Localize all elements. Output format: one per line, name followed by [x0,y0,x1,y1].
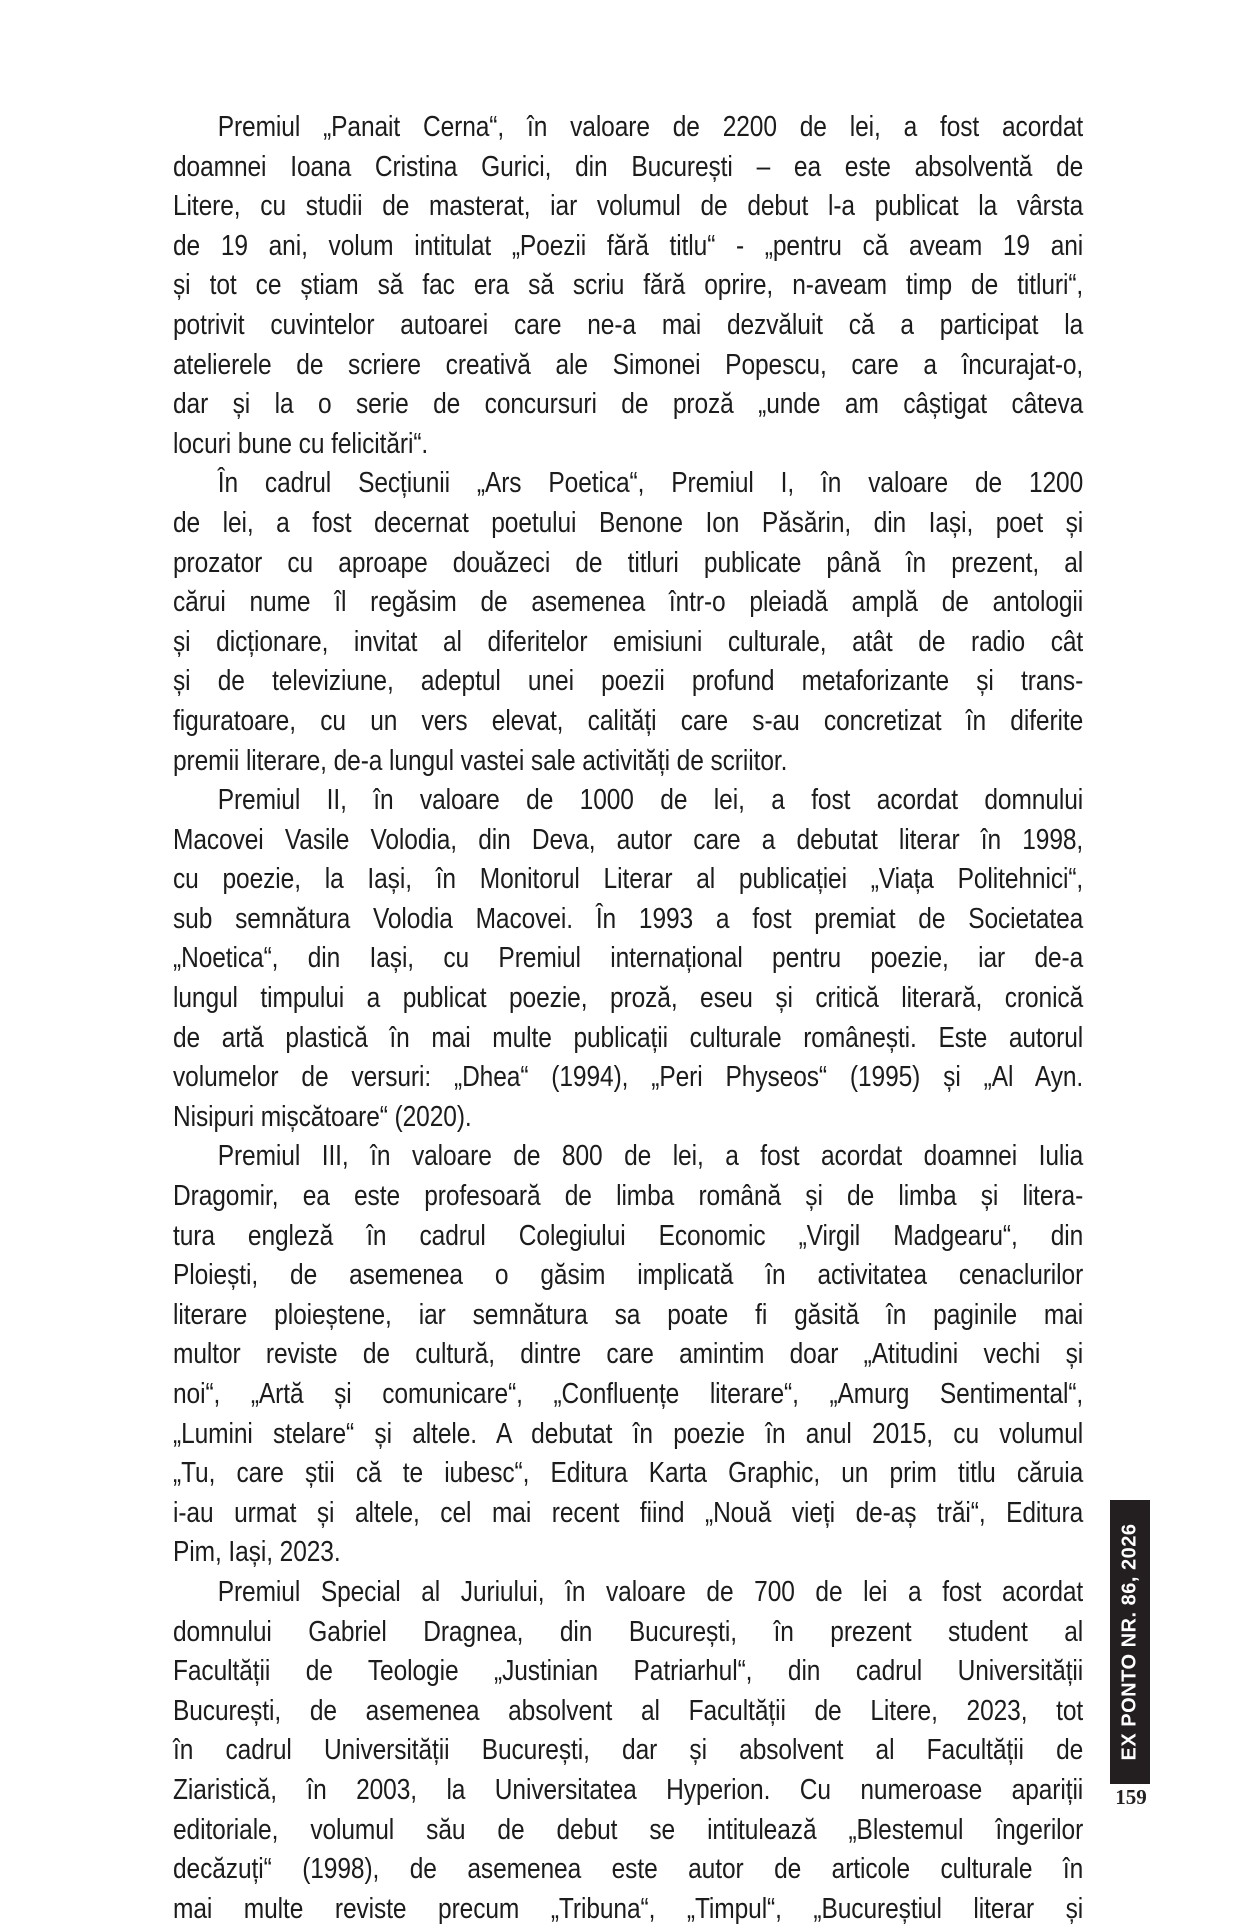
journal-issue-label: EX PONTO NR. 86, 2026 [1118,1523,1141,1761]
paragraph [173,1573,1083,1929]
text-line: tura engleză în cadrul Colegiului Economic „Virgil Madgearu“, din [173,1219,1084,1252]
text-line: Premiul II, în valoare de 1000 de lei, a fost acordat domnului [217,784,1084,817]
text-line: Ziaristică, în 2003, la Universitatea Hyperion. Cu numeroase apariții [173,1773,1084,1806]
text-line: doamnei Ioana Cristina Gurici, din București – ea este absolventă de [173,150,1084,183]
text-line: mai multe reviste precum „Tribuna“, „Timpul“, „Bucureștiul literar și [173,1892,1084,1925]
text-line: editoriale, volumul său de debut se intitulează „Blestemul îngerilor [173,1813,1084,1846]
text-line: „Noetica“, din Iași, cu Premiul internațional pentru poezie, iar de-a [173,942,1084,975]
text-line: domnului Gabriel Dragnea, din București, în prezent student al [173,1615,1084,1648]
text-line: de lei, a fost decernat poetului Benone Ion Păsărin, din Iași, poet și [173,506,1084,539]
text-line: literare ploieștene, iar semnătura sa poate fi găsită în paginile mai [173,1298,1084,1331]
text-line: București, de asemenea absolvent al Facultății de Litere, 2023, tot [173,1694,1084,1727]
text-line: Dragomir, ea este profesoară de limba română și de limba și litera- [173,1180,1084,1213]
text-line: volumelor de versuri: „Dhea“ (1994), „Peri Physeos“ (1995) și „Al Ayn. [173,1061,1084,1094]
text-line: atelierele de scriere creativă ale Simonei Popescu, care a încurajat-o, [173,348,1084,381]
text-line: Litere, cu studii de masterat, iar volumul de debut l-a publicat la vârsta [173,190,1084,223]
text-line: și de televiziune, adeptul unei poezii profund metaforizante și trans- [173,665,1084,698]
text-line: premii literare, de-a lungul vastei sale activități de scriitor. [173,744,788,777]
text-line: cărui nume îl regăsim de asemenea într-o pleiadă amplă de antologii [173,586,1084,619]
text-line: „Tu, care știi că te iubesc“, Editura Karta Graphic, un prim titlu căruia [173,1457,1084,1490]
text-line: noi“, „Artă și comunicare“, „Confluențe literare“, „Amurg Sentimental“, [173,1378,1084,1410]
text-line: Ploiești, de asemenea o găsim implicată în activitatea cenaclurilor [173,1259,1084,1292]
journal-issue-tab [1110,1500,1150,1784]
text-line: multor reviste de cultură, dintre care amintim doar „Atitudini vechi și [173,1338,1084,1371]
text-line: Premiul Special al Juriului, în valoare de 700 de lei a fost acordat [217,1575,1084,1608]
text-line: Premiul III, în valoare de 800 de lei, a fost acordat doamnei Iulia [217,1140,1084,1173]
text-line: locuri bune cu felicitări“. [173,427,429,460]
article-body [173,108,1083,1929]
paragraph [173,781,1083,1137]
text-line: figuratoare, cu un vers elevat, calități care s-au concretizat în diferite [173,704,1084,737]
text-line: și tot ce știam să fac era să scriu fără oprire, n-aveam timp de titluri“, [173,269,1084,302]
text-line: Nisipuri mișcătoare“ (2020). [173,1100,472,1133]
text-line: dar și la o serie de concursuri de proză „unde am câștigat câteva [173,388,1084,421]
text-line: de 19 ani, volum intitulat „Poezii fără titlu“ - „pentru că aveam 19 ani [173,229,1084,262]
text-line: Macovei Vasile Volodia, din Deva, autor care a debutat literar în 1998, [173,823,1084,856]
text-line: în cadrul Universității București, dar și absolvent al Facultății de [173,1734,1084,1767]
text-line: cu poezie, la Iași, în Monitorul Literar al publicației „Viața Politehnici“, [173,863,1084,896]
page-number: 159 [1115,1785,1147,1809]
text-line: Premiul „Panait Cerna“, în valoare de 2200 de lei, a fost acordat [217,111,1084,143]
text-line: și dicționare, invitat al diferitelor emisiuni culturale, atât de radio cât [173,625,1084,658]
paragraph [173,464,1083,781]
text-line: de artă plastică în mai multe publicații culturale românești. Este autorul [173,1021,1084,1054]
text-line: În cadrul Secțiunii „Ars Poetica“, Premiul I, în valoare de 1200 [217,467,1084,500]
text-line: prozator cu aproape douăzeci de titluri publicate până în prezent, al [173,546,1084,579]
text-line: „Lumini stelare“ și altele. A debutat în poezie în anul 2015, cu volumul [173,1417,1084,1450]
text-line: potrivit cuvintelor autoarei care ne-a mai dezvăluit că a participat la [173,308,1084,341]
paragraph [173,108,1083,464]
text-line: Pim, Iași, 2023. [173,1536,341,1569]
text-line: i-au urmat și altele, cel mai recent fiind „Nouă vieți de-aș trăi“, Editura [173,1496,1084,1529]
text-line: lungul timpului a publicat poezie, proză, eseu și critică literară, cronică [173,982,1084,1015]
text-line: Facultății de Teologie „Justinian Patriarhul“, din cadrul Universității [173,1655,1084,1688]
text-line: decăzuți“ (1998), de asemenea este autor de articole culturale în [173,1853,1084,1886]
paragraph [173,1137,1083,1573]
text-line: sub semnătura Volodia Macovei. În 1993 a fost premiat de Societatea [173,902,1084,935]
